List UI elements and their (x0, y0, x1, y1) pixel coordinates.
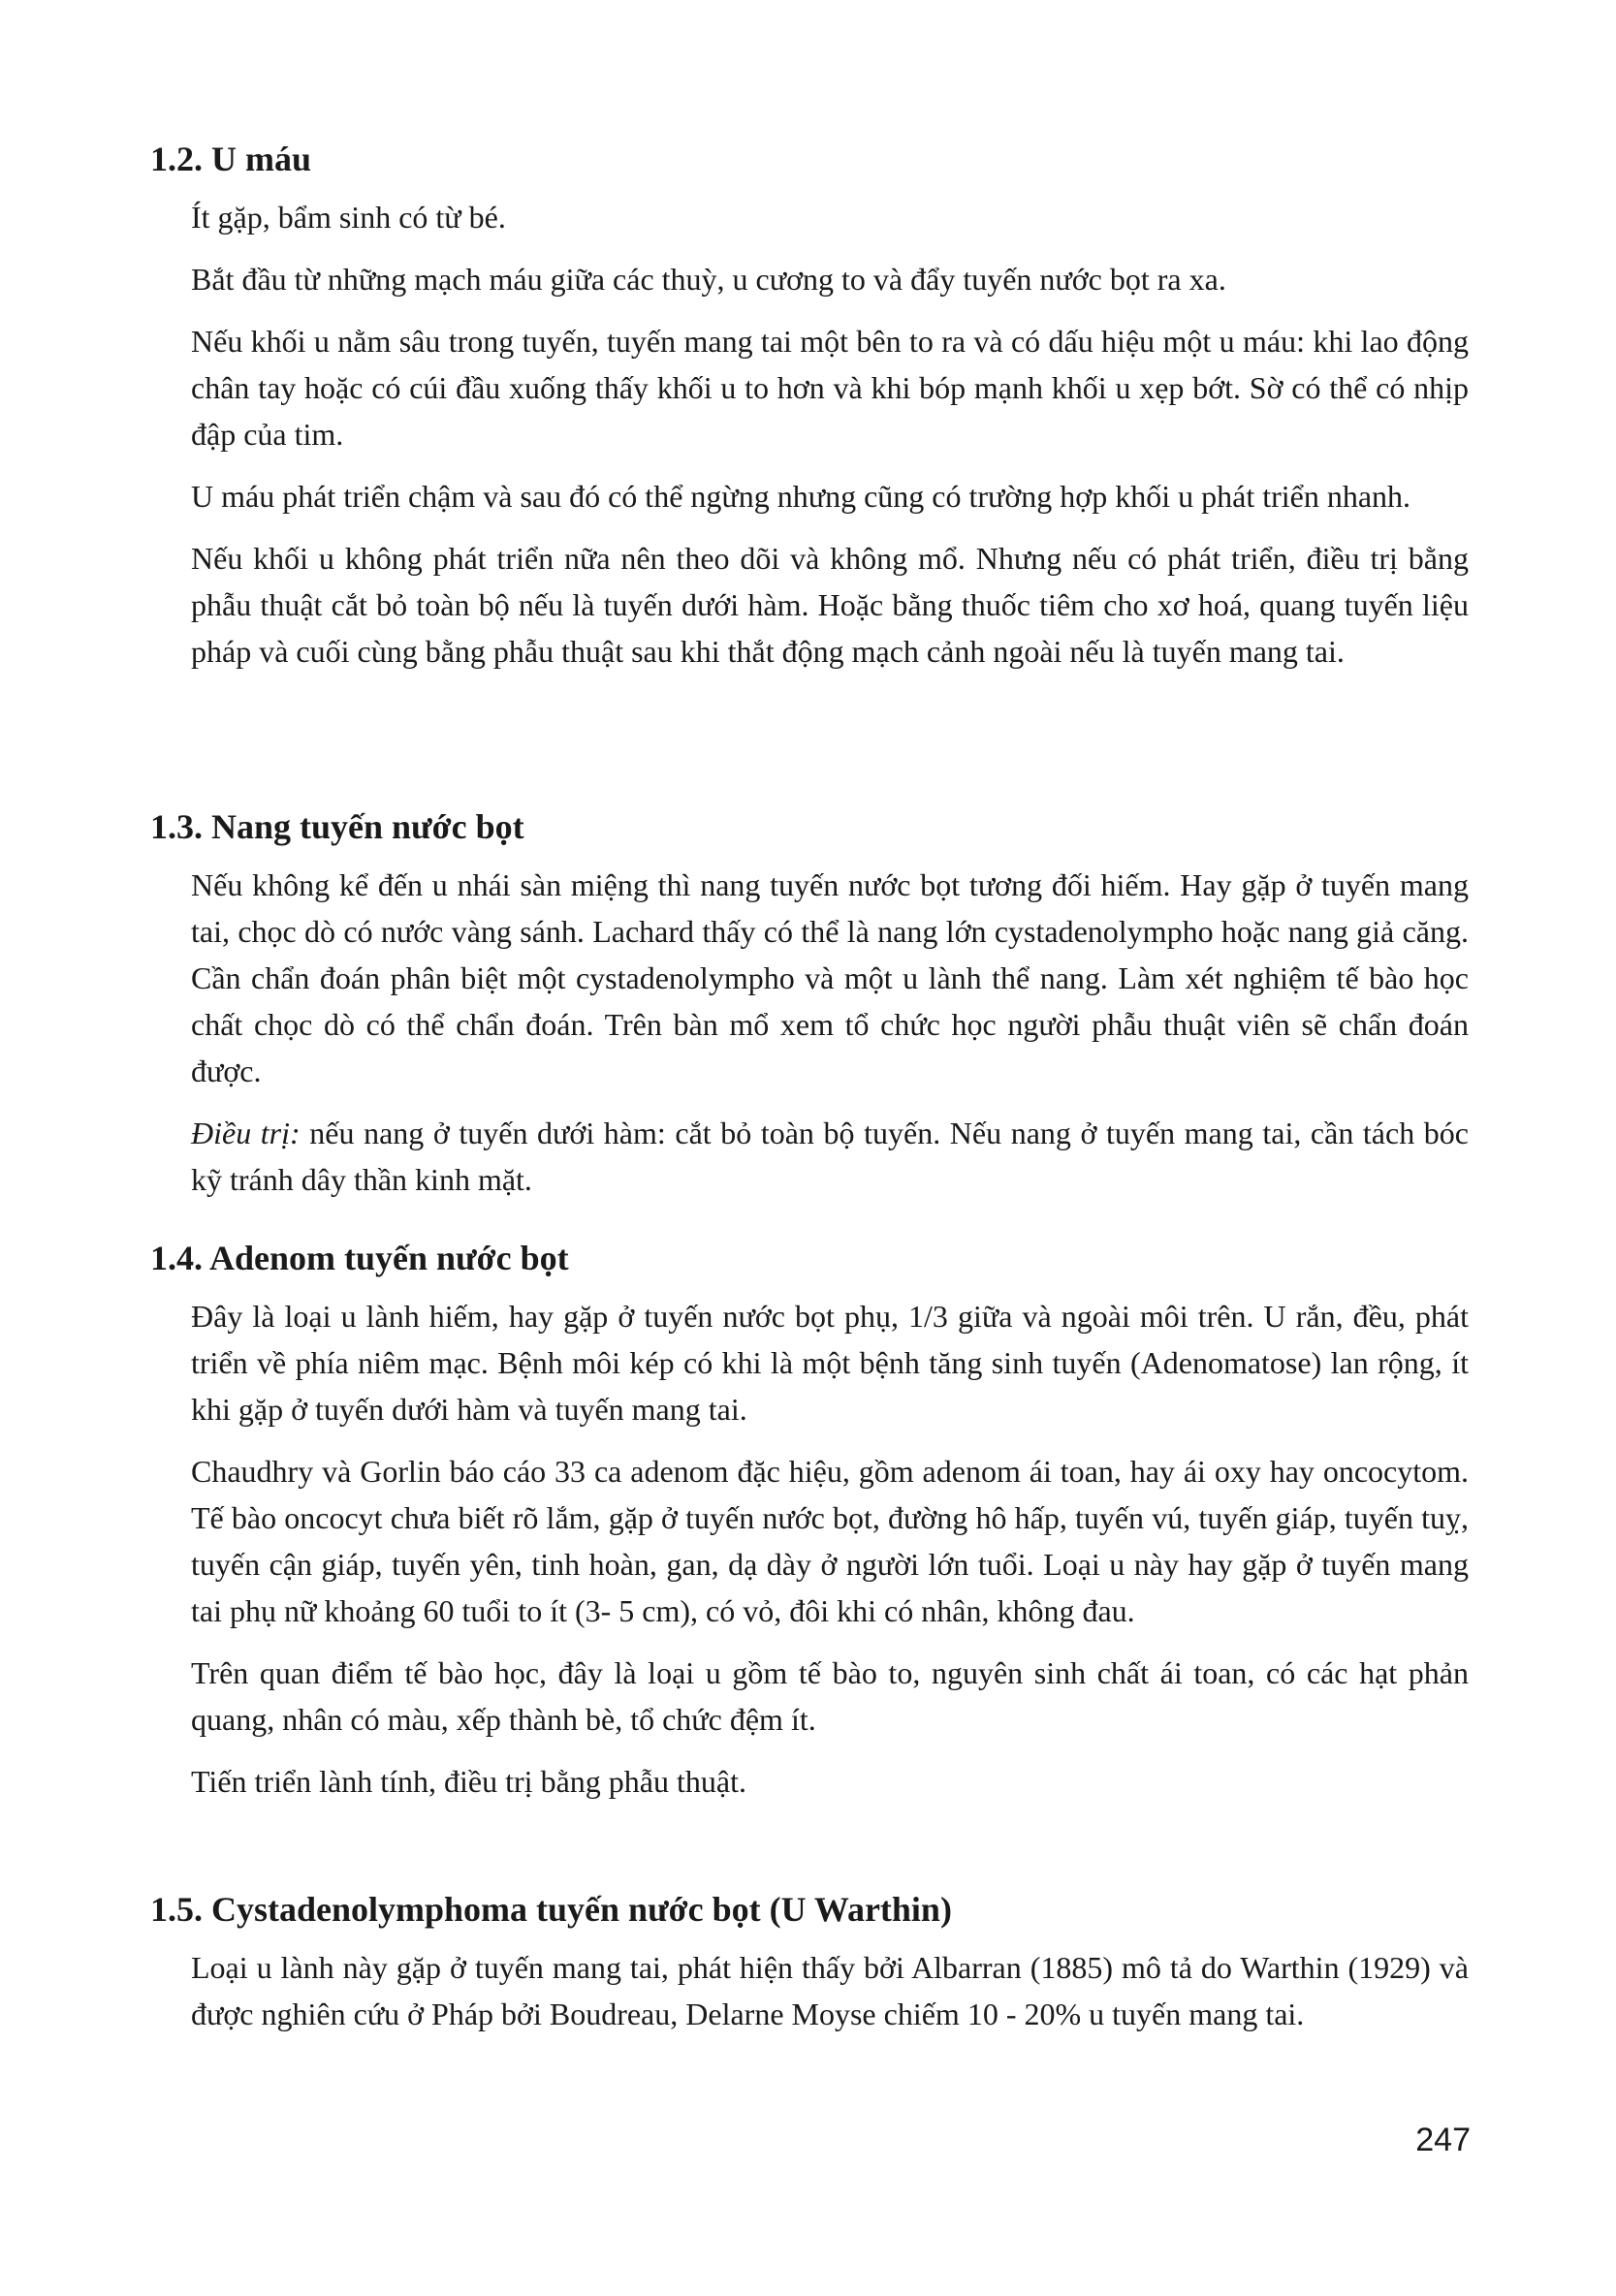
section-u-mau (150, 138, 1469, 690)
paragraph: Nếu khối u nằm sâu trong tuyến, tuyến mang tai một bên to ra và có dấu hiệu một u máu: khi lao động chân tay hoặc có cúi đầu xuống thấy khối u to hơn và khi bóp mạnh khối u xẹp bớt. Sờ có thể có nhịp đập của tim. (191, 324, 1469, 452)
section-heading: 1.4. Adenom tuyến nước bọt (150, 1239, 569, 1277)
paragraph: Trên quan điểm tế bào học, đây là loại u gồm tế bào to, nguyên sinh chất ái toan, có các hạt phản quang, nhân có màu, xếp thành bè, tổ chức đệm ít. (191, 1655, 1469, 1737)
treatment-text: nếu nang ở tuyến dưới hàm: cắt bỏ toàn bộ tuyến. Nếu nang ở tuyến mang tai, cần tách bóc kỹ tránh dây thần kinh mặt. (191, 1116, 1470, 1197)
treatment-label: Điều trị: (191, 1116, 301, 1150)
section-heading: 1.3. Nang tuyến nước bọt (150, 807, 524, 846)
section-adenom (150, 1237, 1469, 1820)
section-u-warthin (150, 1888, 1469, 2053)
paragraph: Bắt đầu từ những mạch máu giữa các thuỳ, u cương to và đẩy tuyến nước bọt ra xa. (191, 262, 1226, 297)
section-heading: 1.5. Cystadenolymphoma tuyến nước bọt (U Warthin) (150, 1890, 952, 1929)
page-number: 247 (1415, 2122, 1471, 2158)
paragraph: U máu phát triển chậm và sau đó có thể ngừng nhưng cũng có trường hợp khối u phát triển nhanh. (191, 479, 1411, 514)
section-nang-tuyen-nuoc-bot (150, 805, 1469, 1218)
paragraph: Tiến triển lành tính, điều trị bằng phẫu thuật. (191, 1764, 746, 1799)
treatment-paragraph (191, 1110, 1469, 1203)
paragraph: Ít gặp, bẩm sinh có từ bé. (191, 200, 506, 235)
paragraph: Nếu không kể đến u nhái sàn miệng thì nang tuyến nước bọt tương đối hiếm. Hay gặp ở tuyến mang tai, chọc dò có nước vàng sánh. Lachard thấy có thể là nang lớn cystadenolympho hoặc nang giả căng. Cần chẩn đoán phân biệt một cystadenolympho và một u lành thể nang. Làm xét nghiệm tế bào học chất chọc dò có thể chẩn đoán. Trên bàn mổ xem tổ chức học người phẫu thuật viên sẽ chẩn đoán được. (191, 867, 1469, 1088)
section-heading: 1.2. U máu (150, 140, 312, 178)
paragraph: Loại u lành này gặp ở tuyến mang tai, phát hiện thấy bởi Albarran (1885) mô tả do Warthin (1929) và được nghiên cứu ở Pháp bởi Boudreau, Delarne Moyse chiếm 10 - 20% u tuyến mang tai. (191, 1950, 1469, 2031)
paragraph: Đây là loại u lành hiếm, hay gặp ở tuyến nước bọt phụ, 1/3 giữa và ngoài môi trên. U rắn, đều, phát triển về phía niêm mạc. Bệnh môi kép có khi là một bệnh tăng sinh tuyến (Adenomatose) lan rộng, ít khi gặp ở tuyến dưới hàm và tuyến mang tai. (191, 1299, 1469, 1427)
paragraph: Nếu khối u không phát triển nữa nên theo dõi và không mổ. Nhưng nếu có phát triển, điều trị bằng phẫu thuật cắt bỏ toàn bộ nếu là tuyến dưới hàm. Hoặc bằng thuốc tiêm cho xơ hoá, quang tuyến liệu pháp và cuối cùng bằng phẫu thuật sau khi thắt động mạch cảnh ngoài nếu là tuyến mang tai. (191, 541, 1469, 669)
paragraph: Chaudhry và Gorlin báo cáo 33 ca adenom đặc hiệu, gồm adenom ái toan, hay ái oxy hay oncocytom. Tế bào oncocyt chưa biết rõ lắm, gặp ở tuyến nước bọt, đường hô hấp, tuyến vú, tuyến giáp, tuyến tuỵ, tuyến cận giáp, tuyến yên, tinh hoàn, gan, dạ dày ở người lớn tuổi. Loại u này hay gặp ở tuyến mang tai phụ nữ khoảng 60 tuổi to ít (3- 5 cm), có vỏ, đôi khi có nhân, không đau. (191, 1454, 1469, 1628)
